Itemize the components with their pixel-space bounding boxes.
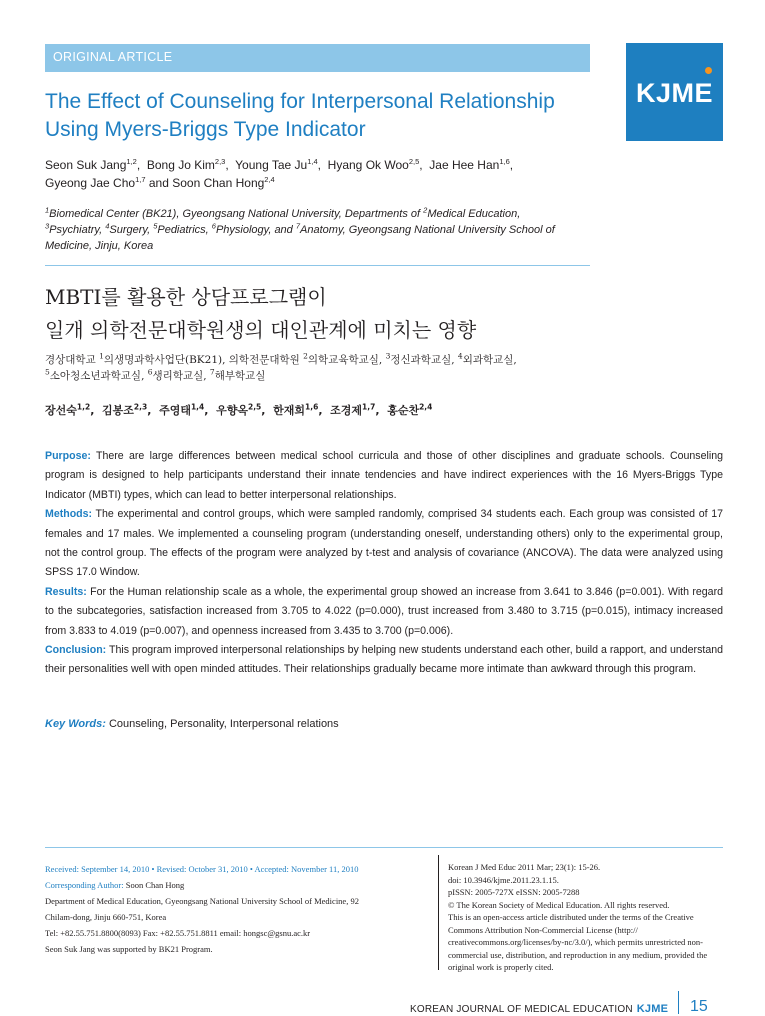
abstract-conclusion xyxy=(45,641,723,680)
corresponding-author xyxy=(45,877,435,893)
bullet-icon: • xyxy=(249,864,253,874)
article-info xyxy=(45,861,435,957)
affil-sup: 4 xyxy=(105,221,110,231)
abstract xyxy=(45,447,723,680)
author-sup: 2,3 xyxy=(214,157,226,166)
address-line-1: Department of Medical Education, Gyeongsang National University School of Medicine, 92 xyxy=(45,896,359,906)
revised-date: Revised: October 31, 2010 xyxy=(156,864,248,874)
affil-text: Anatomy, Gyeongsang National University School of Medicine, Jinju, Korea xyxy=(45,224,555,252)
author-sup: 1,6 xyxy=(499,157,510,166)
support-note: Seon Suk Jang was supported by BK21 Program. xyxy=(45,944,213,954)
affil-text: Physiology, and xyxy=(215,224,296,236)
page-number-divider xyxy=(678,991,679,1014)
contact-line: Tel: +82.55.751.8800(8093) Fax: +82.55.751.8811 email: hongsc@gsnu.ac.kr xyxy=(45,928,311,938)
affil-text: 정신과학교실, xyxy=(390,354,458,366)
purpose-label: Purpose: xyxy=(45,450,91,462)
korean-title-line-2: 일개 의학전문대학원생의 대인관계에 미치는 영향 xyxy=(45,318,477,342)
accepted-date: Accepted: November 11, 2010 xyxy=(254,864,359,874)
corresponding-author-name: Soon Chan Hong xyxy=(123,880,185,890)
affil-sup: 7 xyxy=(295,221,301,231)
author-name: 조경제 xyxy=(330,404,363,417)
footer-divider xyxy=(45,847,723,848)
results-label: Results: xyxy=(45,585,87,598)
korean-title-line-1: MBTI를 활용한 상담프로그램이 xyxy=(45,285,327,309)
affil-sup: 2 xyxy=(303,351,308,361)
korean-authors: 장선숙$^{1,2}$, 김봉조$^{2,3}$, 주영태$^{1,4}$, 우향옥$^{2,5}$, 한재희$^{1,6}$, 조경제$^{1,7}$, 홍순찬$^{2,4}$ xyxy=(45,402,433,417)
address-line-2: Chilam-dong, Jinju 660-751, Korea xyxy=(45,912,167,922)
author-sup: 1,4 xyxy=(190,402,205,412)
korean-title xyxy=(45,281,605,347)
affil-sup: 1 xyxy=(45,205,50,215)
author-sup: 2,4 xyxy=(419,402,433,412)
author-sup: 2,5 xyxy=(408,157,420,166)
abstract-purpose xyxy=(45,447,723,505)
author-name: 장선숙 xyxy=(45,404,77,417)
journal-abbr: KJME xyxy=(636,1003,669,1015)
key-words-value: Counseling, Personality, Interpersonal relations xyxy=(105,718,339,730)
author-sup: 2,5 xyxy=(247,402,262,412)
english-authors: Seon Suk Jang$^{1,2}$, Bong Jo Kim$^{2,3}$, Young Tae Ju$^{1,4}$, Hyang Ok Woo$^{2,5}$, Jae Hee Han$^{1,6}$, Gyeong Jae Cho$^{1,7}$ and Soon Chan Hong$^{2,4}$ xyxy=(45,157,514,190)
author-name: 우향옥 xyxy=(216,404,248,417)
key-words-label: Key Words: xyxy=(45,718,106,730)
title-divider xyxy=(45,265,590,266)
author-and: and xyxy=(148,176,169,190)
conclusion-text: This program improved interpersonal relationships by helping new students understand each other, build a rapport, and understand their personalities well with open minded attitudes. Their relationships gradually became more intimate than awkward through this program. xyxy=(45,644,723,676)
author-name: 홍순찬 xyxy=(387,404,420,417)
results-text: For the Human relationship scale as a whole, the experimental group showed an increase from 3.641 to 3.846 (p=0.001). With regard to the subcategories, satisfaction increased from 3.705 to 4.022 (p=0.000), trust increased from 3.480 to 3.715 (p=0.015), intimacy increased from 3.833 to 4.019 (p=0.007), and openness increased from 3.435 to 3.700 (p=0.006). xyxy=(45,585,723,637)
english-affiliations xyxy=(45,206,585,254)
author-name: Hyang Ok Woo xyxy=(327,158,409,172)
english-title xyxy=(45,88,605,144)
affil-sup: 5 xyxy=(45,367,50,377)
journal-name: KOREAN JOURNAL OF MEDICAL EDUCATION xyxy=(410,1004,633,1015)
license-text: This is an open-access article distributed under the terms of the Creative Commons Attribution Non-Commercial License (http:// creativecommons.org/licenses/by-nc/3.0/), which permits unrestricted non-commercial use, distribution, and reproduction in any medium, provided the original work is properly cited. xyxy=(448,912,708,972)
article-type-band xyxy=(45,44,590,72)
author-sup: 1,6 xyxy=(305,402,319,412)
author-name: Seon Suk Jang xyxy=(45,158,127,172)
author-sup: 1,2 xyxy=(76,402,91,412)
affil-text: 경상대학교 xyxy=(45,354,100,366)
affil-sup: 1 xyxy=(99,351,104,361)
affil-sup: 2 xyxy=(423,205,428,215)
bullet-icon: • xyxy=(151,864,155,874)
author-sup: 1,7 xyxy=(362,402,376,412)
footer-column-divider xyxy=(438,855,439,970)
affil-text: Medical Education, xyxy=(427,208,521,220)
running-footer xyxy=(410,1003,668,1015)
journal-logo xyxy=(626,43,723,141)
author-name: Bong Jo Kim xyxy=(146,158,215,172)
author-sup: 2,4 xyxy=(264,175,275,184)
affil-text: 생리학교실, xyxy=(152,370,210,382)
methods-label: Methods: xyxy=(45,508,93,521)
affil-sup: 6 xyxy=(211,221,216,231)
affil-text: 의학교육학교실, xyxy=(307,354,386,366)
author-name: Gyeong Jae Cho xyxy=(45,176,136,190)
affil-text: Surgery, xyxy=(109,224,154,236)
affil-text: Pediatrics, xyxy=(157,224,212,236)
affil-text: 해부학교실 xyxy=(214,370,266,382)
journal-logo-text: KJME xyxy=(635,78,713,108)
author-name: 주영태 xyxy=(159,404,191,417)
affil-text: Psychiatry, xyxy=(49,224,106,236)
affil-text: Biomedical Center (BK21), Gyeongsang National University, Departments of xyxy=(49,208,424,220)
author-sup: 1,7 xyxy=(135,175,146,184)
author-name: 김봉조 xyxy=(102,404,134,417)
conclusion-label: Conclusion: xyxy=(45,644,107,657)
affil-text: 외과학교실, xyxy=(462,354,517,366)
affil-sup: 6 xyxy=(147,367,153,377)
affil-sup: 7 xyxy=(209,367,215,377)
author-sup: 1,4 xyxy=(307,157,318,166)
author-sup: 1,2 xyxy=(126,157,137,166)
abstract-results xyxy=(45,583,723,641)
affil-sup: 4 xyxy=(457,351,463,361)
doi: doi: 10.3946/kjme.2011.23.1.15. xyxy=(448,874,559,885)
author-name: Soon Chan Hong xyxy=(172,176,265,190)
logo-dot-icon xyxy=(705,67,712,74)
affil-sup: 3 xyxy=(45,221,50,231)
author-name: Young Tae Ju xyxy=(235,158,308,172)
author-sup: 2,3 xyxy=(133,402,148,412)
copyright: © The Korean Society of Medical Education. All rights reserved. xyxy=(448,899,670,910)
article-type-label: ORIGINAL ARTICLE xyxy=(53,50,173,64)
key-words xyxy=(45,718,723,730)
issn: pISSN: 2005-727X eISSN: 2005-7288 xyxy=(448,887,580,897)
affil-text: 소아청소년과학교실, xyxy=(49,370,148,382)
citation-info xyxy=(448,861,723,974)
korean-affiliations xyxy=(45,352,605,384)
purpose-text: There are large differences between medical school curricula and those of other disciplines and graduate schools. Counseling program is designed to help participants understand their innate tendencies and have indirect experiences with the 16 Myers-Briggs Type Indicator (MBTI) types, which can lead to better interpersonal relationships. xyxy=(45,450,723,501)
affil-sup: 3 xyxy=(385,351,391,361)
affil-text: 의생명과학사업단(BK21), 의학전문대학원 xyxy=(103,354,304,366)
english-title-line-1: The Effect of Counseling for Interpersonal Relationship xyxy=(45,90,555,113)
author-name: Jae Hee Han xyxy=(429,158,500,172)
english-title-line-2: Using Myers-Briggs Type Indicator xyxy=(45,118,366,141)
received-date: Received: September 14, 2010 xyxy=(45,864,150,874)
abstract-methods xyxy=(45,505,723,583)
history-dates xyxy=(45,861,435,877)
page-number: 15 xyxy=(690,998,708,1015)
author-name: 한재희 xyxy=(273,404,306,417)
methods-text: The experimental and control groups, which were sampled randomly, comprised 34 students each. Each group was consisted of 17 females and 17 males. We implemented a counseling program (understanding oneself, understanding others) only to the experimental group, not the control group. The effects of the program were analyzed by t-test and analysis of covariance (ANCOVA). The data were analyzed using SPSS 17.0 Window. xyxy=(45,508,723,579)
affil-sup: 5 xyxy=(153,221,158,231)
citation: Korean J Med Educ 2011 Mar; 23(1): 15-26. xyxy=(448,862,601,872)
corresponding-author-label: Corresponding Author: xyxy=(45,880,124,890)
